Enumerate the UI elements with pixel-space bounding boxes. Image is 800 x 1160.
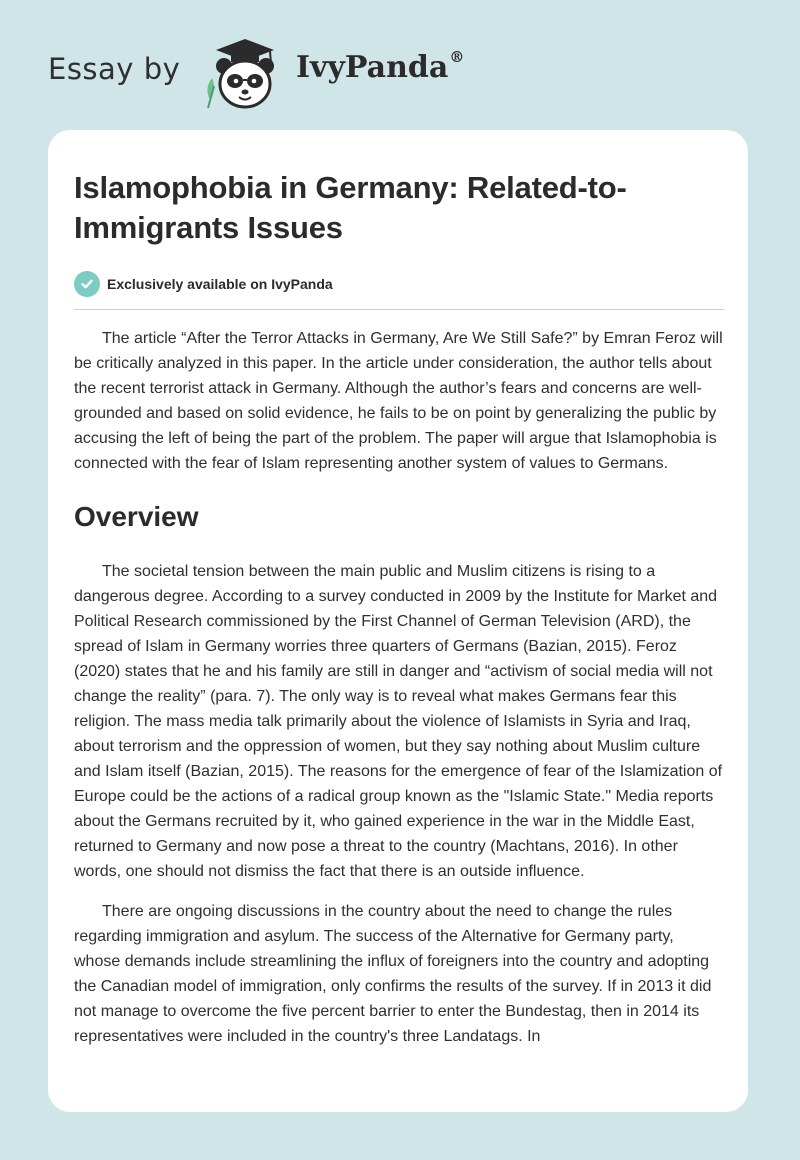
page-title: Islamophobia in Germany: Related-to-Immigrants Issues: [74, 170, 627, 245]
overview-paragraph-2: There are ongoing discussions in the country about the need to change the rules regarding immigration and asylum. The success of the Alternative for Germany party, whose demands include streamlining the influx of foreigners into the country and adopting the Canadian model of immigration, only confirms the results of the survey. If in 2013 it did not manage to overcome the five percent barrier to enter the Bundestag, then in 2014 its representatives were included in the country's three Landatags. In: [74, 903, 712, 1045]
brand-name[interactable]: IvyPanda®: [296, 48, 465, 85]
panda-logo-icon[interactable]: [202, 36, 288, 112]
registered-mark: ®: [449, 48, 465, 66]
divider: [74, 309, 724, 310]
overview-paragraph-1: The societal tension between the main public and Muslim citizens is rising to a dangerous degree. According to a survey conducted in 2009 by the Institute for Market and Political Research commissioned by the First Channel of German Television (ARD), the spread of Islam in Germany worries three quarters of Germans (Bazian, 2015). Feroz (2020) states that he and his family are still in danger and “activism of social media will not change the reality” (para. 7). The only way is to reveal what makes Germans fear this religion. The mass media talk primarily about the violence of Islamists in Syria and Iraq, about terrorism and the oppression of women, but they say nothing about Muslim culture and Islam itself (Bazian, 2015). The reasons for the emergence of fear of the Islamization of Europe could be the actions of a radical group known as the "Islamic State." Media reports about the Germans recruited by it, who gained experience in the war in the Middle East, returned to Germany and now pose a threat to the country (Machtans, 2016). In other words, one should not dismiss the fact that there is an outside influence.: [74, 563, 723, 880]
article-card: [48, 130, 748, 1112]
exclusive-badge: [74, 270, 724, 298]
site-header: [48, 34, 548, 114]
section-heading-overview: Overview: [74, 501, 199, 532]
check-icon: [74, 271, 100, 297]
exclusive-label: Exclusively available on IvyPanda: [107, 276, 333, 292]
intro-paragraph: The article “After the Terror Attacks in Germany, Are We Still Safe?” by Emran Feroz will be critically analyzed in this paper. In the article under consideration, the author tells about the recent terrorist attack in Germany. Although the author’s fears and concerns are well-grounded and based on solid evidence, he fails to be on point by generalizing the public by accusing the left of being the part of the problem. The paper will argue that Islamophobia is connected with the fear of Islam representing another system of values to Germans.: [74, 330, 723, 472]
essay-by-label: Essay by: [48, 52, 181, 86]
article-content: [74, 168, 724, 1049]
